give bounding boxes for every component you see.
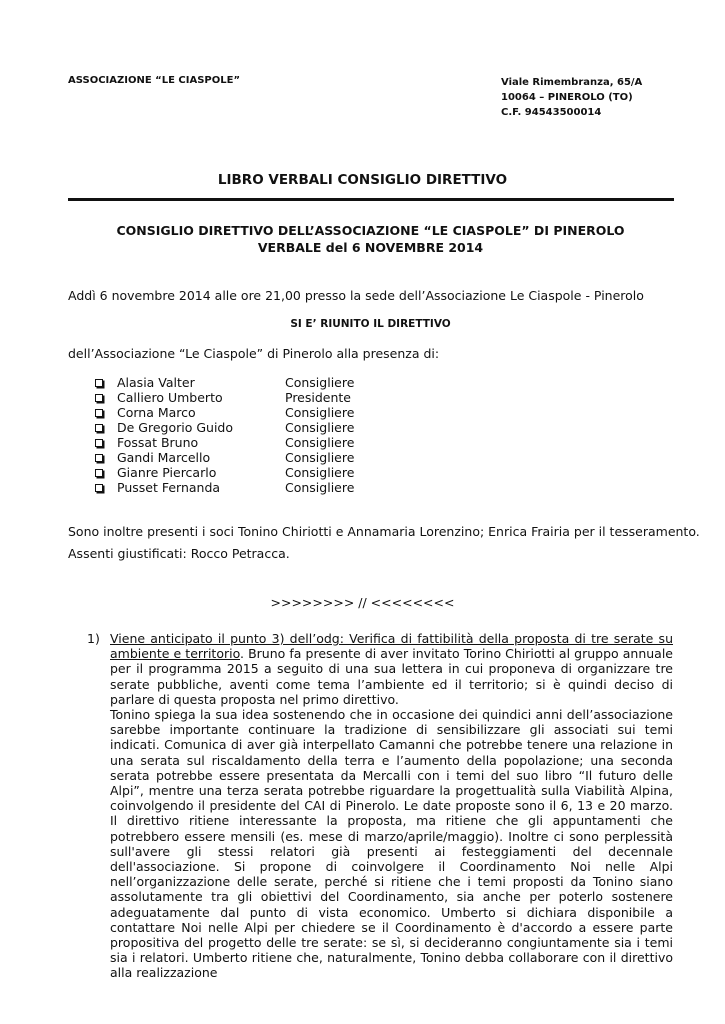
title-divider [68, 198, 674, 201]
section-heading-riunito: SI E’ RIUNITO IL DIRETTIVO [290, 318, 451, 330]
meeting-date-paragraph: Addì 6 novembre 2014 alle ore 21,00 presso la sede dell’Associazione Le Ciaspole - Pinerolo [68, 288, 644, 303]
checkbox-bullet-icon [95, 439, 103, 447]
member-name: Alasia Valter [117, 375, 195, 390]
org-name: ASSOCIAZIONE “LE CIASPOLE” [68, 75, 241, 86]
member-role: Consigliere [285, 435, 355, 450]
member-role: Consigliere [285, 420, 355, 435]
presence-intro: dell’Associazione “Le Ciaspole” di Pinerolo alla presenza di: [68, 346, 440, 361]
address-city: 10064 – PINEROLO (TO) [501, 92, 633, 103]
subtitle-line-2: VERBALE del 6 NOVEMBRE 2014 [257, 240, 484, 255]
member-role: Consigliere [285, 450, 355, 465]
member-name: De Gregorio Guido [117, 420, 234, 435]
subtitle [0, 222, 725, 256]
member-role: Consigliere [285, 405, 355, 420]
fiscal-code: C.F. 94543500014 [501, 107, 602, 118]
page-title: LIBRO VERBALI CONSIGLIO DIRETTIVO [217, 172, 508, 188]
member-role: Presidente [285, 390, 351, 405]
member-name: Fossat Bruno [117, 435, 199, 450]
also-present-paragraph: Sono inoltre presenti i soci Tonino Chiriotti e Annamaria Lorenzino; Enrica Frairia per il tesseramento. [68, 524, 700, 539]
checkbox-bullet-icon [95, 394, 103, 402]
member-name: Gandi Marcello [117, 450, 211, 465]
item-heading: Viene anticipato il punto 3) dell’odg: Verifica di fattibilità della proposta di tre serate su ambiente e territorio [110, 631, 673, 662]
member-name: Gianre Piercarlo [117, 465, 217, 480]
member-role: Consigliere [285, 480, 355, 495]
member-role: Consigliere [285, 465, 355, 480]
checkbox-bullet-icon [95, 409, 103, 417]
item-paragraph-1-text: . Bruno fa presente di aver invitato Torino Chiriotti al gruppo annuale per il programma 2015 a seguito di una sua lettera in cui proponeva di organizzare tre serate pubbliche, aventi come tema l’ambiente ed il territorio; si è quindi deciso di parlare di questa proposta nel primo direttivo. [110, 646, 673, 707]
member-role: Consigliere [285, 375, 355, 390]
address-street: Viale Rimembranza, 65/A [501, 77, 643, 88]
absent-paragraph: Assenti giustificati: Rocco Petracca. [68, 546, 290, 561]
item-paragraph-2: Tonino spiega la sua idea sostenendo che in occasione dei quindici anni dell’associazione sarebbe importante continuare la tradizione di sensibilizzare gli associati sui temi indicati. Comunica di aver già interpellato Camanni che potrebbe tenere una relazione in una serata sul riscaldamento della terra e l’aumento della popolazione; una seconda serata potrebbe essere presentata da Mercalli con i temi del suo libro “Il futuro delle Alpi”, mentre una terza serata potrebbe riguardare la progettualità sulla Viabilità Alpina, coinvolgendo il presidente del CAI di Pinerolo. Le date proposte sono il 6, 13 e 20 marzo. Il direttivo ritiene interessante la proposta, ma ritiene che gli appuntamenti che potrebbero essere mensili (es. mese di marzo/aprile/maggio). Inoltre ci sono perplessità sull'avere gli stessi relatori già presenti ai festeggiamenti del decennale dell'associazione. Si propone di coinvolgere il Coordinamento Noi nelle Alpi nell’organizzazione delle serate, perché si ritiene che i temi proposti da Tonino siano assolutamente tra gli obiettivi del Coordinamento, sia anche per poterlo sostenere adeguatamente dal punto di vista economico. Umberto si dichiara disponibile a contattare Noi nelle Alpi per chiedere se il Coordinamento è d'accordo a essere parte propositiva del progetto delle tre serate: se sì, si decideranno congiuntamente sia i temi sia i relatori. Umberto ritiene che, naturalmente, Tonino debba collaborare con il direttivo alla realizzazione [110, 707, 673, 981]
member-name: Calliero Umberto [117, 390, 223, 405]
item-paragraph-1 [110, 631, 673, 707]
checkbox-bullet-icon [95, 454, 103, 462]
agenda-item-1 [110, 631, 673, 981]
org-address [501, 75, 642, 120]
item-number: 1) [87, 631, 100, 646]
subtitle-line-1: CONSIGLIO DIRETTIVO DELL’ASSOCIAZIONE “LE CIASPOLE” DI PINEROLO [116, 223, 625, 238]
checkbox-bullet-icon [95, 424, 103, 432]
checkbox-bullet-icon [95, 379, 103, 387]
checkbox-bullet-icon [95, 469, 103, 477]
member-name: Corna Marco [117, 405, 196, 420]
member-name: Pusset Fernanda [117, 480, 221, 495]
section-separator: >>>>>>>> // <<<<<<<< [270, 595, 455, 610]
checkbox-bullet-icon [95, 484, 103, 492]
